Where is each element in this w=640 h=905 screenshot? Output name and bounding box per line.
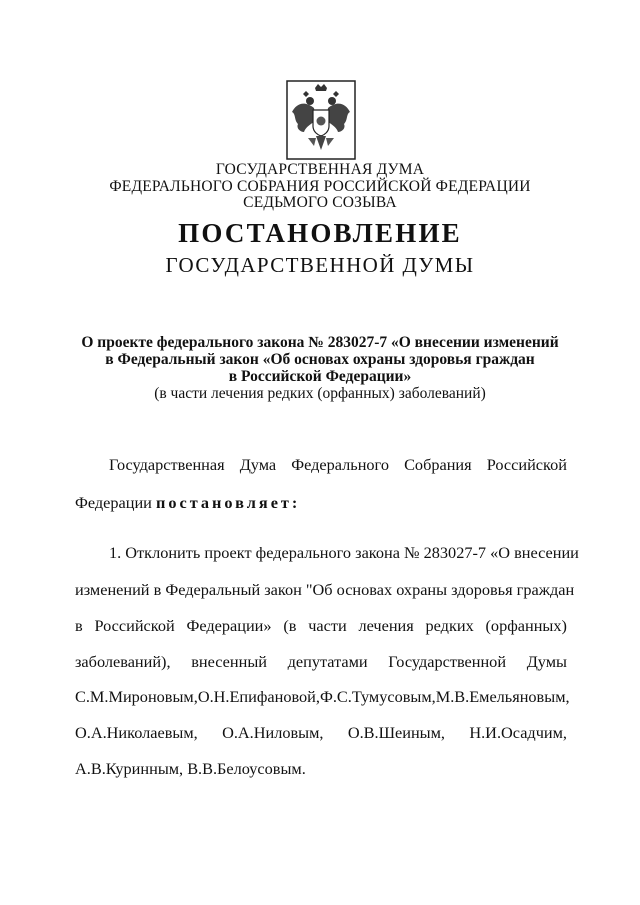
coat-of-arms-emblem xyxy=(286,80,356,160)
word: заболеваний), xyxy=(75,652,171,671)
word: О.А.Николаевым, xyxy=(75,723,198,742)
item1-line-2: изменений в Федеральный закон "Об основах охраны здоровья граждан xyxy=(75,580,575,599)
item1-line-3 xyxy=(75,616,567,636)
word: Российской xyxy=(94,616,175,635)
word: редких xyxy=(425,616,474,635)
word: в xyxy=(75,616,83,635)
word: Ф.С.Тумусовым, xyxy=(319,687,436,706)
subject-line-2: в Федеральный закон «Об основах охраны здоровья граждан xyxy=(105,351,535,368)
document-type-title: ПОСТАНОВЛЕНИЕ xyxy=(178,218,462,248)
word: С.М.Мироновым, xyxy=(75,687,198,706)
word: лечения xyxy=(358,616,414,635)
preamble-word: Дума xyxy=(239,455,277,474)
word: внесенный xyxy=(191,652,267,671)
item1-line-7: А.В.Куринным, В.В.Белоусовым. xyxy=(75,759,306,778)
item1-line-6 xyxy=(75,723,567,743)
word: (орфанных) xyxy=(485,616,567,635)
word: Думы xyxy=(526,652,567,671)
word: Федерации» xyxy=(186,616,272,635)
preamble-word: Государственная xyxy=(109,455,225,474)
org-line-1: ГОСУДАРСТВЕННАЯ ДУМА xyxy=(215,161,425,178)
word: части xyxy=(308,616,347,635)
item1-line-5 xyxy=(75,687,570,707)
document-subtitle: ГОСУДАРСТВЕННОЙ ДУМЫ xyxy=(165,253,475,277)
org-line-2: ФЕДЕРАЛЬНОГО СОБРАНИЯ РОССИЙСКОЙ ФЕДЕРАЦИИ xyxy=(109,178,531,195)
preamble-word: Собрания xyxy=(404,455,472,474)
subject-line-3: в Российской Федерации» xyxy=(228,368,412,385)
word: О.Н.Епифановой, xyxy=(197,687,320,706)
word: О.В.Шеиным, xyxy=(347,723,445,742)
word: Государственной xyxy=(388,652,507,671)
word: О.А.Ниловым, xyxy=(222,723,324,742)
word: Н.И.Осадчим, xyxy=(469,723,567,742)
preamble-line-2 xyxy=(75,493,567,513)
preamble-text: Федерации xyxy=(75,493,156,512)
word: М.В.Емельяновым, xyxy=(435,687,570,706)
preamble-line-1 xyxy=(109,455,567,475)
item1-line-1: 1. Отклонить проект федерального закона № 283027-7 «О внесении xyxy=(109,543,579,562)
item1-line-4 xyxy=(75,652,567,672)
org-line-3: СЕДЬМОГО СОЗЫВА xyxy=(243,194,397,211)
word: депутатами xyxy=(287,652,368,671)
preamble-word: Российской xyxy=(486,455,567,474)
preamble-word: Федерального xyxy=(291,455,389,474)
resolution-verb: постановляет: xyxy=(155,493,301,512)
subject-line-1: О проекте федерального закона № 283027-7 «О внесении изменений xyxy=(81,334,559,351)
word: (в xyxy=(283,616,297,635)
subject-line-4: (в части лечения редких (орфанных) заболеваний) xyxy=(154,385,486,402)
